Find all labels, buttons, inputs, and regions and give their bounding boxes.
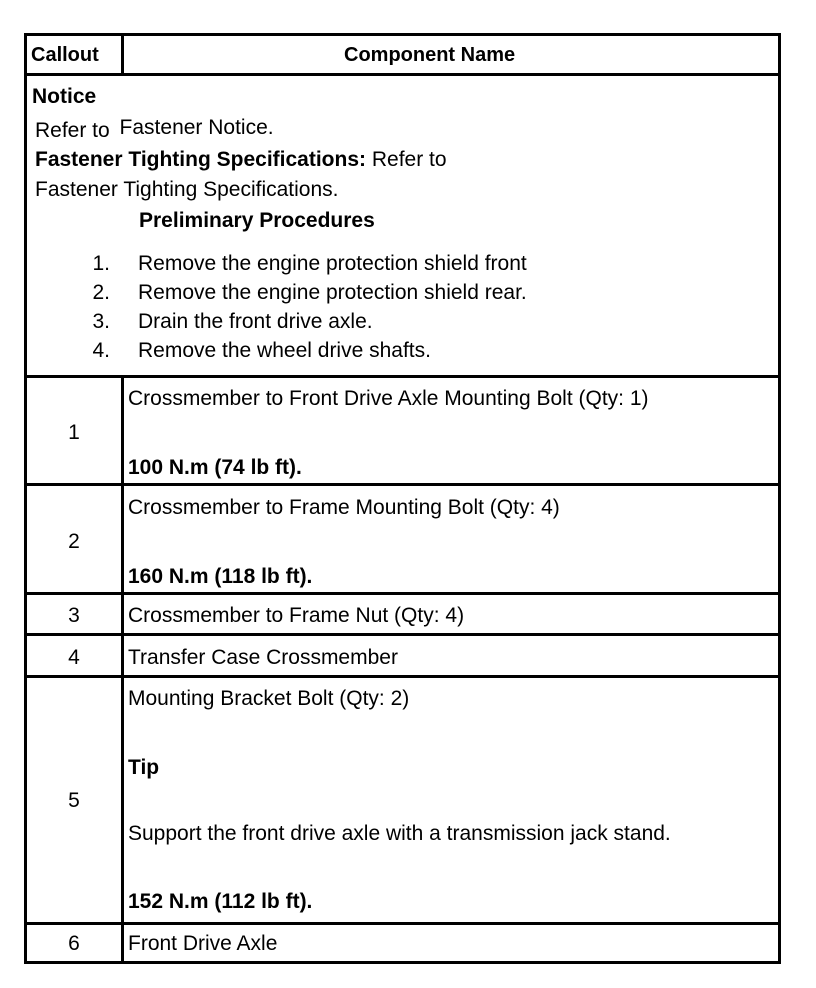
notice-refer-line xyxy=(35,116,274,142)
callout-number: 4 xyxy=(68,646,80,669)
row-divider xyxy=(27,73,778,76)
step-text: Remove the engine protection shield front xyxy=(138,252,527,275)
callout-number: 6 xyxy=(68,932,80,955)
tip-text: Support the front drive axle with a transmission jack stand. xyxy=(128,822,671,845)
component-name: Crossmember to Front Drive Axle Mounting Bolt (Qty: 1) xyxy=(128,387,649,410)
notice-refer-prefix: Refer to xyxy=(35,119,110,142)
step-number: 3. xyxy=(92,310,110,333)
spec-link[interactable]: Fastener Tighting Specifications. xyxy=(35,178,339,201)
step-number: 4. xyxy=(92,339,110,362)
step-text: Remove the engine protection shield rear. xyxy=(138,281,527,304)
component-name: Crossmember to Frame Mounting Bolt (Qty: 4) xyxy=(128,496,560,519)
torque-value: 160 N.m (118 lb ft). xyxy=(128,565,313,588)
row-divider xyxy=(27,633,778,636)
callout-number: 5 xyxy=(68,789,80,812)
header-callout: Callout xyxy=(31,44,99,66)
component-name: Mounting Bracket Bolt (Qty: 2) xyxy=(128,687,410,710)
notice-title: Notice xyxy=(32,85,97,108)
callout-number: 1 xyxy=(68,421,80,444)
callout-number: 3 xyxy=(68,604,80,627)
column-divider xyxy=(121,375,124,964)
row-divider xyxy=(27,483,778,486)
row-divider xyxy=(27,592,778,595)
fastener-notice-link[interactable]: Fastener Notice. xyxy=(119,116,274,139)
component-name: Crossmember to Frame Nut (Qty: 4) xyxy=(128,604,465,627)
header-component-name: Component Name xyxy=(344,44,516,66)
tip-title: Tip xyxy=(128,756,160,779)
row-divider xyxy=(27,922,778,925)
spec-line xyxy=(35,149,447,170)
torque-value: 100 N.m (74 lb ft). xyxy=(128,456,302,479)
step-number: 1. xyxy=(92,252,110,275)
step-text: Remove the wheel drive shafts. xyxy=(138,339,431,362)
torque-value: 152 N.m (112 lb ft). xyxy=(128,890,313,913)
component-name: Front Drive Axle xyxy=(128,932,278,955)
row-divider xyxy=(27,675,778,678)
row-divider xyxy=(27,375,778,378)
spec-label: Fastener Tighting Specifications: xyxy=(35,148,366,171)
prelim-title: Preliminary Procedures xyxy=(139,209,375,232)
spec-refer: Refer to xyxy=(371,148,447,171)
component-name: Transfer Case Crossmember xyxy=(128,646,398,669)
step-text: Drain the front drive axle. xyxy=(138,310,373,333)
component-table xyxy=(24,33,781,964)
step-number: 2. xyxy=(92,281,110,304)
column-divider xyxy=(121,36,124,73)
callout-number: 2 xyxy=(68,530,80,553)
